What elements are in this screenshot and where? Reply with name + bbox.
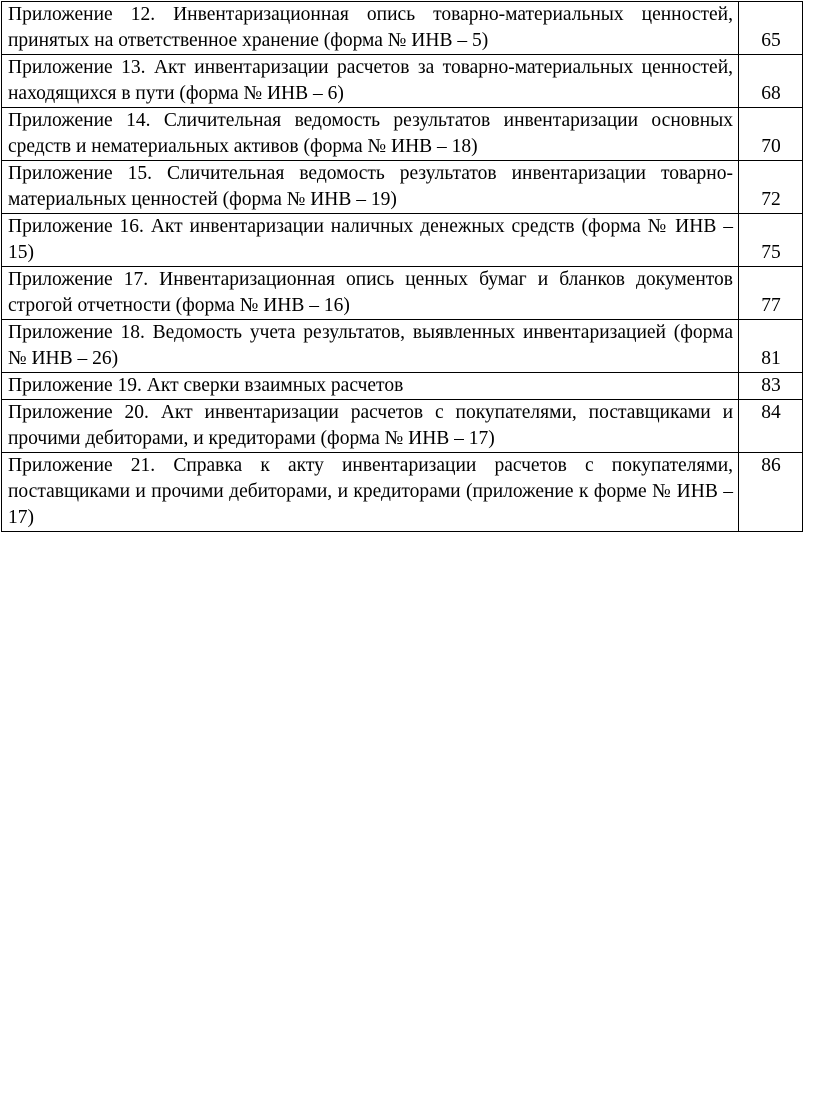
- page-number: 81: [739, 320, 803, 373]
- page-number: 84: [739, 400, 803, 453]
- table-row: [2, 2, 803, 55]
- appendix-title: Приложение 19. Акт сверки взаимных расчетов: [2, 373, 739, 400]
- appendix-title: Приложение 20. Акт инвентаризации расчетов с покупателями, поставщиками и прочими дебиторами, и кредиторами (форма № ИНВ – 17): [2, 400, 739, 453]
- page-number: 70: [739, 108, 803, 161]
- appendix-contents-table: [1, 1, 803, 532]
- page-number: 72: [739, 161, 803, 214]
- table-row: [2, 320, 803, 373]
- page-number: 83: [739, 373, 803, 400]
- page-number: 77: [739, 267, 803, 320]
- page-number: 65: [739, 2, 803, 55]
- appendix-title: Приложение 21. Справка к акту инвентаризации расчетов с покупателями, поставщиками и прочими дебиторами, и кредиторами (приложение к форме № ИНВ – 17): [2, 453, 739, 532]
- appendix-title: Приложение 13. Акт инвентаризации расчетов за товарно-материальных ценностей, находящихся в пути (форма № ИНВ – 6): [2, 55, 739, 108]
- appendix-title: Приложение 14. Сличительная ведомость результатов инвентаризации основных средств и нематериальных активов (форма № ИНВ – 18): [2, 108, 739, 161]
- appendix-title: Приложение 16. Акт инвентаризации наличных денежных средств (форма № ИНВ – 15): [2, 214, 739, 267]
- page-number: 86: [739, 453, 803, 532]
- page-number: 75: [739, 214, 803, 267]
- page-number: 68: [739, 55, 803, 108]
- appendix-title: Приложение 18. Ведомость учета результатов, выявленных инвентаризацией (форма № ИНВ – 26): [2, 320, 739, 373]
- appendix-title: Приложение 15. Сличительная ведомость результатов инвентаризации товарно-материальных ценностей (форма № ИНВ – 19): [2, 161, 739, 214]
- table-row: [2, 214, 803, 267]
- table-row: [2, 453, 803, 532]
- table-row: [2, 400, 803, 453]
- table-row: [2, 267, 803, 320]
- table-row: [2, 161, 803, 214]
- appendix-title: Приложение 12. Инвентаризационная опись товарно-материальных ценностей, принятых на ответственное хранение (форма № ИНВ – 5): [2, 2, 739, 55]
- table-row: [2, 108, 803, 161]
- table-row: [2, 373, 803, 400]
- appendix-title: Приложение 17. Инвентаризационная опись ценных бумаг и бланков документов строгой отчетности (форма № ИНВ – 16): [2, 267, 739, 320]
- table-row: [2, 55, 803, 108]
